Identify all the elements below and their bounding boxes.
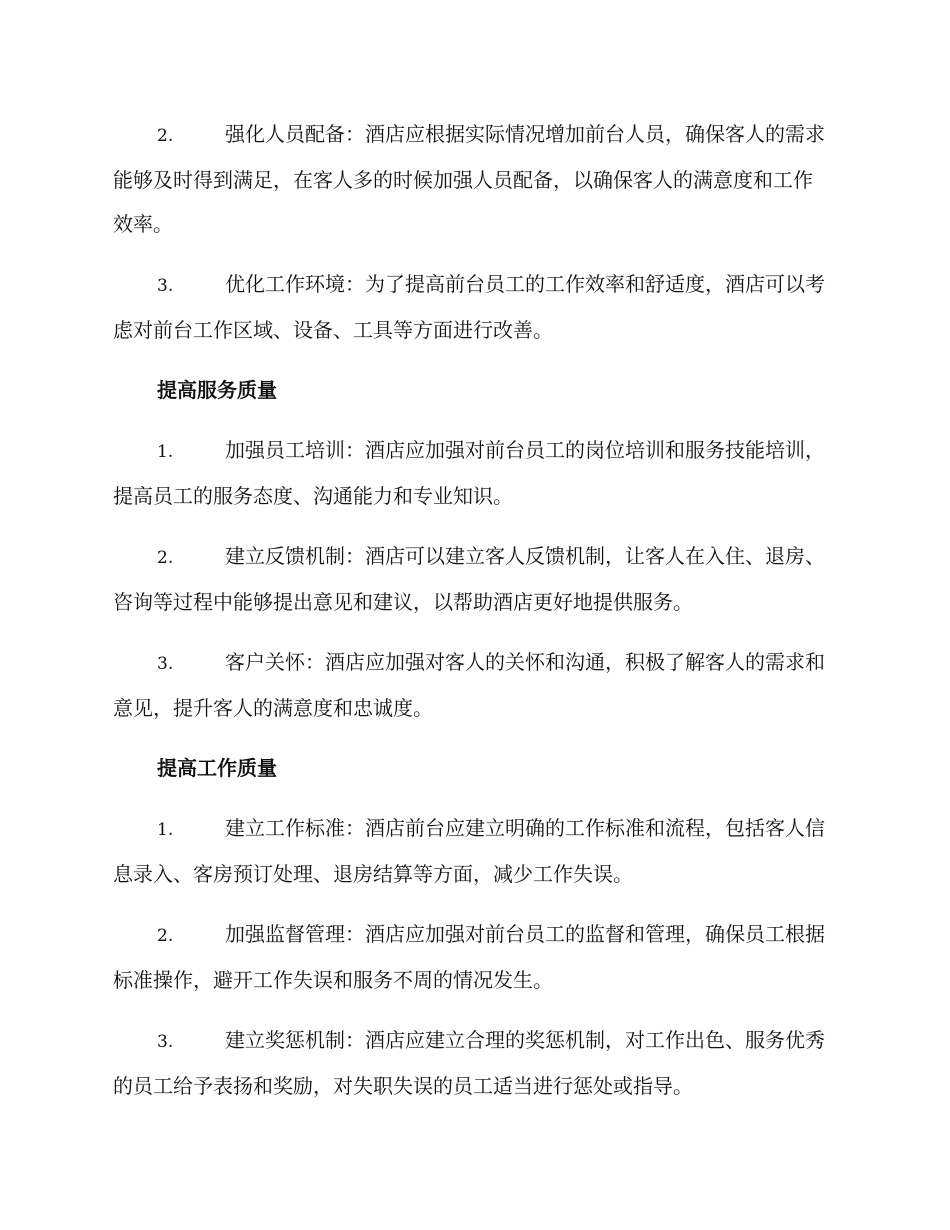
list-text: 加强员工培训：酒店应加强对前台员工的岗位培训和服务技能培训，提高员工的服务态度、沟通能力和专业知识。 bbox=[113, 438, 825, 508]
list-number: 3. bbox=[157, 276, 174, 296]
section-heading: 提高工作质量 bbox=[157, 756, 277, 780]
list-item bbox=[113, 112, 832, 246]
list-text: 建立工作标准：酒店前台应建立明确的工作标准和流程，包括客人信息录入、客房预订处理、退房结算等方面，减少工作失误。 bbox=[113, 816, 825, 886]
list-text: 优化工作环境：为了提高前台员工的工作效率和舒适度，酒店可以考虑对前台工作区域、设备、工具等方面进行改善。 bbox=[113, 272, 825, 342]
list-number: 1. bbox=[157, 820, 174, 840]
list-number: 2. bbox=[157, 548, 174, 568]
list-item bbox=[113, 1018, 832, 1108]
list-item bbox=[113, 640, 832, 730]
section-heading: 提高服务质量 bbox=[157, 378, 277, 402]
list-text: 强化人员配备：酒店应根据实际情况增加前台人员，确保客人的需求能够及时得到满足，在客人多的时候加强人员配备，以确保客人的满意度和工作效率。 bbox=[113, 122, 825, 236]
list-item bbox=[113, 912, 832, 1002]
list-number: 2. bbox=[157, 126, 174, 146]
list-text: 加强监督管理：酒店应加强对前台员工的监督和管理，确保员工根据标准操作，避开工作失误和服务不周的情况发生。 bbox=[113, 922, 825, 992]
list-number: 2. bbox=[157, 926, 174, 946]
list-text: 客户关怀：酒店应加强对客人的关怀和沟通，积极了解客人的需求和意见，提升客人的满意度和忠诚度。 bbox=[113, 650, 825, 720]
list-item bbox=[113, 534, 832, 624]
list-number: 1. bbox=[157, 442, 174, 462]
list-text: 建立奖惩机制：酒店应建立合理的奖惩机制，对工作出色、服务优秀的员工给予表扬和奖励，对失职失误的员工适当进行惩处或指导。 bbox=[113, 1028, 825, 1098]
list-number: 3. bbox=[157, 654, 174, 674]
list-number: 3. bbox=[157, 1032, 174, 1052]
list-item bbox=[113, 262, 832, 352]
list-item bbox=[113, 428, 832, 518]
list-item bbox=[113, 806, 832, 896]
list-text: 建立反馈机制：酒店可以建立客人反馈机制，让客人在入住、退房、咨询等过程中能够提出意见和建议，以帮助酒店更好地提供服务。 bbox=[113, 544, 825, 614]
